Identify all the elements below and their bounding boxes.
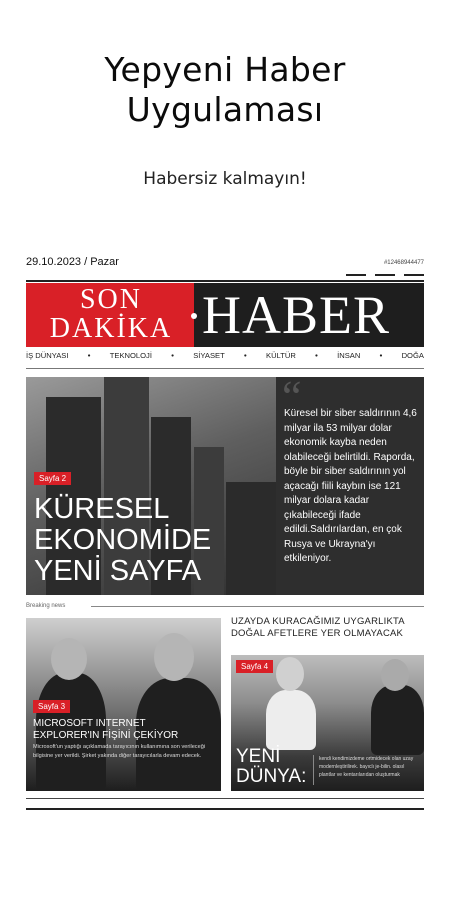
card2-page-badge: Sayfa 4 [236,660,273,673]
card2-headline-line1: YENİ [236,746,281,767]
feature-headline [34,494,269,587]
logo-son: SON [79,284,142,315]
person-head-shape [154,633,194,681]
masthead-red-block [26,283,194,347]
breaking-news-label: Breaking news [26,603,66,609]
nav-item-is-dunyasi[interactable]: İŞ DÜNYASI [26,351,69,360]
nav-separator: • [171,351,174,360]
nav-separator: • [379,351,383,360]
space-headline: UZAYDA KURACAĞIMIZ UYGARLIKTA DOĞAL AFETLERE YER OLMAYACAK [231,616,405,639]
hero-subtitle: Habersiz kalmayın! [143,169,307,189]
feature-page-badge: Sayfa 2 [34,472,71,485]
nav-rule [26,368,424,369]
feature-body-text: Küresel bir siber saldırının 4,6 milyar ila 53 milyar dolar ekonomik kayba neden olabileceği belirtildi. Raporda, böyle bir siber saldırının yol açacağı fiili kaybın ise 121 milyar dolara kadar çıkabileceği ifade edildi.Saldırılardan, en çok Rusya ve Ukrayna'yı etkileniyor. [284,408,417,564]
top-rule [26,280,424,282]
person-head-shape [381,659,409,691]
feature-article[interactable] [26,377,424,595]
bottom-rule-thin [26,798,424,799]
son-dakika-logo [30,285,192,343]
card1-body-text: Microsoft'un yaptığı açıklamada tarayıcının kullanımına son verileceği bilgisine yer verildi. Şirket yakında diğer tarayıcılarla devam edecek. [33,744,206,759]
paper-date: 29.10.2023 / Pazar [26,256,119,268]
person-head-shape [51,638,87,680]
hero-title [0,50,450,130]
card1-title: MICROSOFT INTERNET EXPLORER'IN FİŞİNİ ÇEKİYOR [33,718,179,741]
card1-page-badge: Sayfa 3 [33,700,70,713]
paper-code: #12468944477 [383,260,424,266]
bottom-rule-thick [26,808,424,810]
nav-item-kultur[interactable]: KÜLTÜR [266,351,296,360]
nav-item-teknoloji[interactable]: TEKNOLOJİ [109,351,152,360]
nav-item-siyaset[interactable]: SİYASET [193,351,225,360]
feature-headline-line2: EKONOMİDE [34,524,212,556]
feature-headline-line3: YENİ SAYFA [34,555,202,587]
person-shape [371,685,424,755]
breaking-rule [91,606,424,607]
logo-dakika: DAKİKA [49,313,173,344]
card2-headline-line2: DÜNYA: [236,766,307,787]
dash-decoration [346,274,424,277]
hero-title-line1: Yepyeni Haber [104,50,346,89]
nav-separator: • [87,351,91,360]
microsoft-article-card[interactable] [26,618,221,791]
nav-item-insan[interactable]: İNSAN [337,351,361,360]
card2-divider [313,755,314,785]
masthead-dot [191,313,197,319]
nav-separator: • [244,351,247,360]
nav-separator: • [315,351,318,360]
feature-headline-line1: KÜRESEL [34,493,170,525]
masthead [26,283,424,347]
haber-logo: HABER [202,285,391,345]
card2-headline [236,747,306,787]
category-nav [26,351,424,365]
new-world-article-card[interactable] [231,655,424,791]
hero-title-line2: Uygulaması [126,90,324,129]
person-shape [266,690,316,750]
card2-body-text: kendi kendimizdeme ortmidecek olan uzay modernleştirilirek. bayıclı je-bilin. olasıl plantlar ve kentarılarıdan oluşturmak [319,756,414,778]
nav-item-doga[interactable]: DOĞA [401,351,424,360]
quote-icon: “ [282,377,302,421]
person-head-shape [276,657,304,691]
newspaper-preview [26,250,424,810]
